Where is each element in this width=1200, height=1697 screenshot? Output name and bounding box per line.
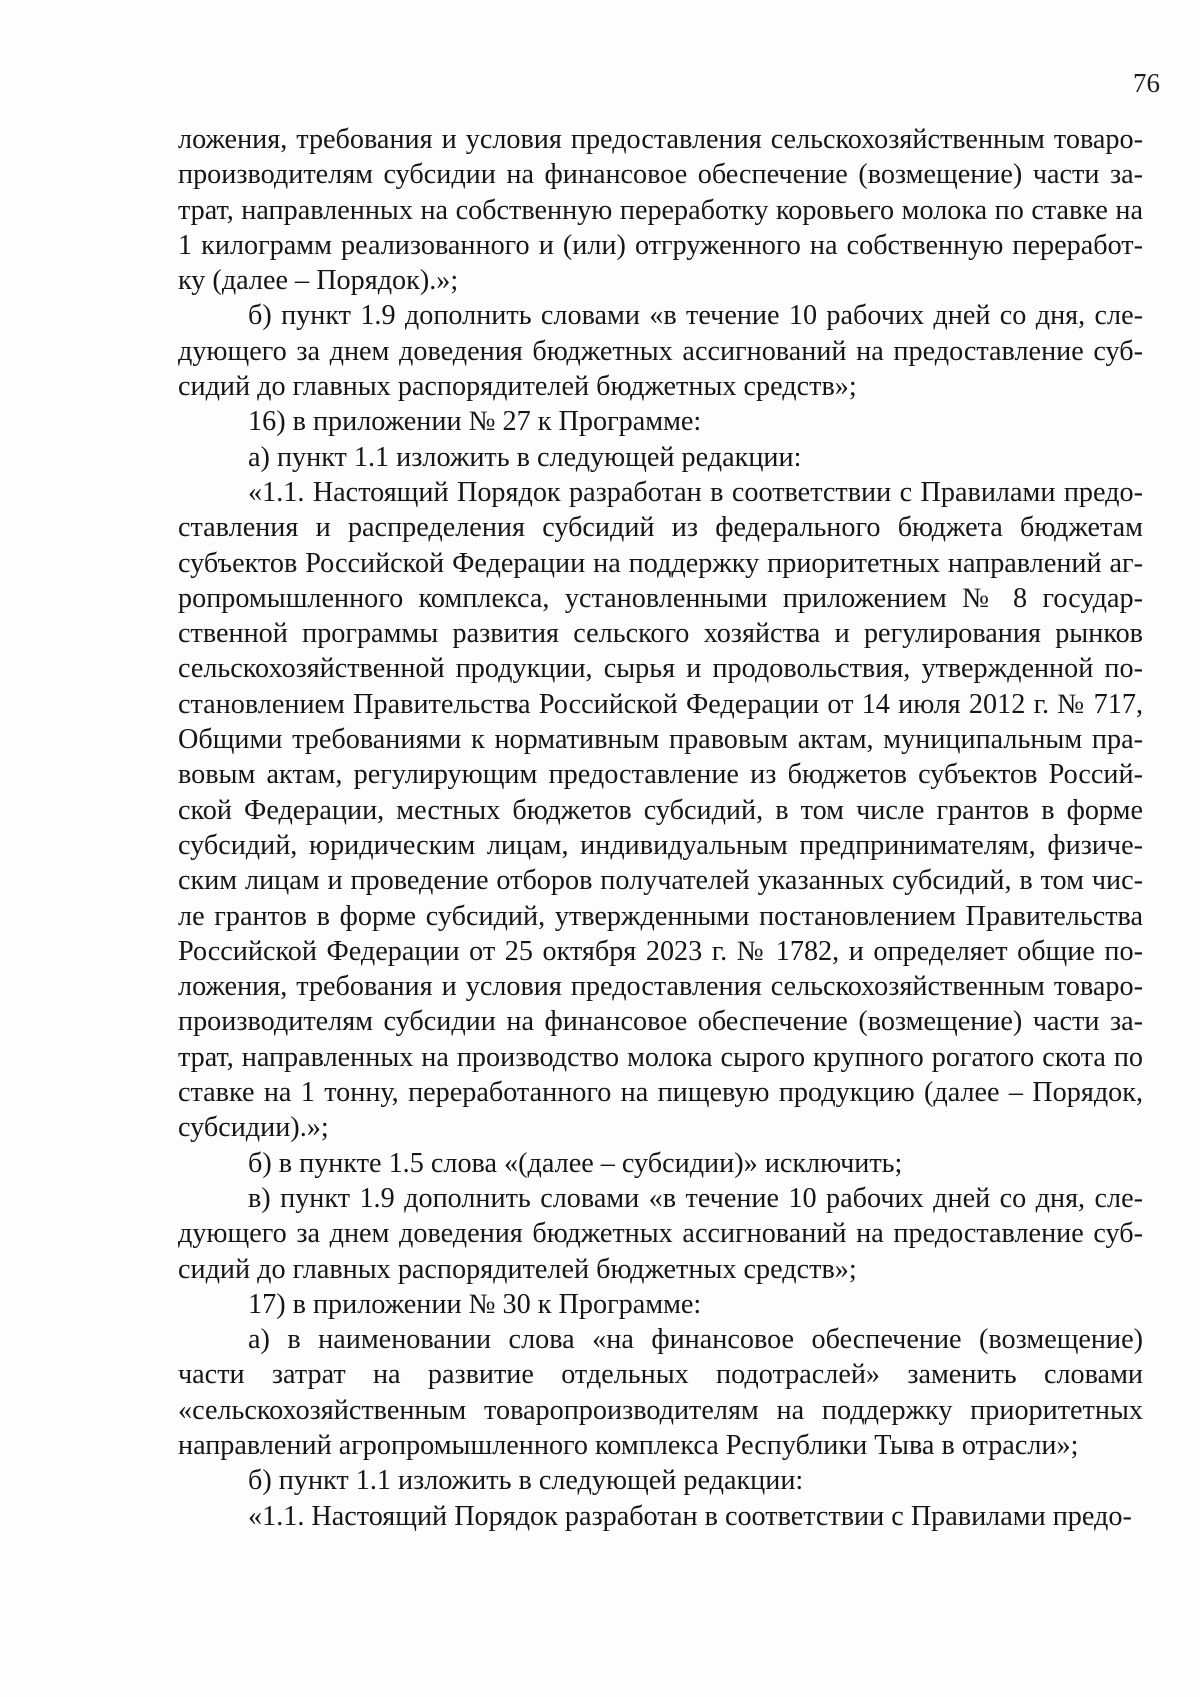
paragraph-1-9-addition: б) пункт 1.9 дополнить словами «в течение 10 рабочих дней со дня, следующего за днем доведения бюджетных ассигнований на предоставление субсидий до главных распорядителей бюджетных средств»; (178, 300, 1143, 403)
paragraph-item-16b: б) в пункте 1.5 слова «(далее – субсидии)» исключить; (248, 1147, 903, 1179)
paragraph-item-16c: в) пункт 1.9 дополнить словами «в течение 10 рабочих дней со дня, следующего за днем доведения бюджетных ассигнований на предоставление субсидий до главных распорядителей бюджетных средств»; (178, 1182, 1143, 1285)
paragraph-item-17b: б) пункт 1.1 изложить в следующей редакции: (248, 1465, 804, 1497)
paragraph-item-17a: а) в наименовании слова «на финансовое обеспечение (возмещение) части затрат на развитие отдельных подотраслей» заменить словами «сельскохозяйственным товаропроизводителям на поддержку приоритетных направлений агропромышленного комплекса Республики Тыва в отрасли»; (178, 1324, 1143, 1461)
page-number: 76 (1133, 68, 1160, 98)
paragraph-item-16-heading: 16) в приложении № 27 к Программе: (248, 406, 702, 438)
paragraph-item-16a: а) пункт 1.1 изложить в следующей редакции: (248, 441, 802, 473)
paragraph-item-16a-quote: «1.1. Настоящий Порядок разработан в соответствии с Правилами предоставления и распределения субсидий из федерального бюджета бюджетам субъектов Российской Федерации на поддержку приоритетных направлений агропромышленного комплекса, установленными приложением № 8 государственной программы развития сельского хозяйства и регулирования рынков сельскохозяйственной продукции, сырья и продовольствия, утвержденной постановлением Правительства Российской Федерации от 14 июля 2012 г. № 717, Общими требованиями к нормативным правовым актам, муниципальным правовым актам, регулирующим предоставление из бюджетов субъектов Российской Федерации, местных бюджетов субсидий, в том числе грантов в форме субсидий, юридическим лицам, индивидуальным предпринимателям, физическим лицам и проведение отборов получателей указанных субсидий, в том числе грантов в форме субсидий, утвержденными постановлением Правительства Российской Федерации от 25 октября 2023 г. № 1782, и определяет общие положения, требования и условия предоставления сельскохозяйственным товаропроизводителям субсидии на финансовое обеспечение (возмещение) части затрат, направленных на производство молока сырого крупного рогатого скота по ставке на 1 тонну, переработанного на пищевую продукцию (далее – Порядок, субсидии).»; (178, 476, 1143, 1144)
paragraph-item-17-heading: 17) в приложении № 30 к Программе: (248, 1288, 702, 1320)
paragraph-1-continuation: ложения, требования и условия предоставления сельскохозяйственным товаропроизводителям субсидии на финансовое обеспечение (возмещение) части затрат, направленных на собственную переработку коровьего молока по ставке на 1 килограмм реализованного и (или) отгруженного на собственную переработку (далее – Порядок).»; (178, 124, 1143, 297)
paragraph-item-17b-quote: «1.1. Настоящий Порядок разработан в соответствии с Правилами предо- (248, 1500, 1132, 1532)
document-body (178, 122, 1143, 1534)
